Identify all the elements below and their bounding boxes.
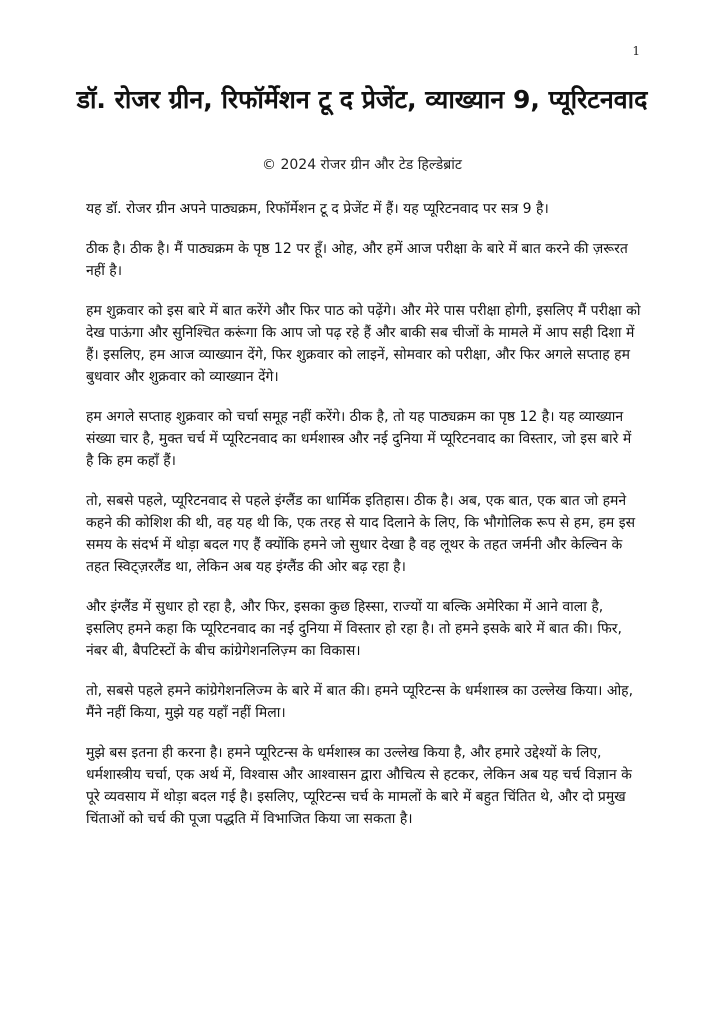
copyright-line: © 2024 रोजर ग्रीन और टेड हिल्डेब्रांट (262, 157, 462, 173)
paragraph: हम अगले सप्ताह शुक्रवार को चर्चा समूह नहीं करेंगे। ठीक है, तो यह पाठ्यक्रम का पृष्ठ 12 है। यह व्याख्यान संख्या चार है, मुक्त चर्च में प्यूरिटनवाद का धर्मशास्त्र और नई दुनिया में प्यूरिटनवाद का विस्तार, जो इस बारे में है कि हम कहाँ हैं। (86, 409, 632, 469)
paragraph: तो, सबसे पहले हमने कांग्रेगेशनलिज्म के बारे में बात की। हमने प्यूरिटन्स के धर्मशास्त्र का उल्लेख किया। ओह, मैंने नहीं किया, मुझे यह यहाँ नहीं मिला। (86, 683, 634, 721)
paragraph: ठीक है। ठीक है। मैं पाठ्यक्रम के पृष्ठ 12 पर हूँ। ओह, और हमें आज परीक्षा के बारे में बात करने की ज़रूरत नहीं है। (86, 241, 628, 279)
paragraph: मुझे बस इतना ही करना है। हमने प्यूरिटन्स के धर्मशास्त्र का उल्लेख किया है, और हमारे उद्देश्यों के लिए, धर्मशास्त्रीय चर्चा, एक अर्थ में, विश्वास और आश्वासन द्वारा औचित्य से हटकर, लेकिन अब यह चर्च विज्ञान के पूरे व्यवसाय में थोड़ा बदल गई है। इसलिए, प्यूरिटन्स चर्च के मामलों के बारे में बहुत चिंतित थे, और दो प्रमुख चिंताओं को चर्च की पूजा पद्धति में विभाजित किया जा सकता है। (86, 745, 632, 827)
page-number: 1 (632, 44, 640, 58)
document-body (86, 198, 642, 848)
paragraph: तो, सबसे पहले, प्यूरिटनवाद से पहले इंग्लैंड का धार्मिक इतिहास। ठीक है। अब, एक बात, एक बात जो हमने कहने की कोशिश की थी, वह यह थी कि, एक तरह से याद दिलाने के लिए, कि भौगोलिक रूप से हम, हम इस समय के संदर्भ में थोड़ा बदल गए हैं क्योंकि हमने जो सुधार देखा है वह लूथर के तहत जर्मनी और केल्विन के तहत स्विट्ज़रलैंड था, लेकिन अब यह इंग्लैंड की ओर बढ़ रहा है। (86, 493, 636, 575)
paragraph: और इंग्लैंड में सुधार हो रहा है, और फिर, इसका कुछ हिस्सा, राज्यों या बल्कि अमेरिका में आने वाला है, इसलिए हमने कहा कि प्यूरिटनवाद का नई दुनिया में विस्तार हो रहा है। तो हमने इसके बारे में बात की। फिर, नंबर बी, बैपटिस्टों के बीच कांग्रेगेशनलिज़्म का विकास। (86, 599, 622, 659)
page-title: डॉ. रोजर ग्रीन, रिफॉर्मेशन टू द प्रेजेंट, व्याख्यान 9, प्यूरिटनवाद (76, 85, 648, 114)
paragraph: यह डॉ. रोजर ग्रीन अपने पाठ्यक्रम, रिफॉर्मेशन टू द प्रेजेंट में हैं। यह प्यूरिटनवाद पर सत्र 9 है। (86, 201, 549, 217)
paragraph: हम शुक्रवार को इस बारे में बात करेंगे और फिर पाठ को पढ़ेंगे। और मेरे पास परीक्षा होगी, इसलिए मैं परीक्षा को देख पाऊंगा और सुनिश्चित करूंगा कि आप जो पढ़ रहे हैं और बाकी सब चीजों के मामले में आप सही दिशा में हैं। इसलिए, हम आज व्याख्यान देंगे, फिर शुक्रवार को लाइनें, सोमवार को परीक्षा, और फिर अगले सप्ताह हम बुधवार और शुक्रवार को व्याख्यान देंगे। (86, 303, 641, 385)
